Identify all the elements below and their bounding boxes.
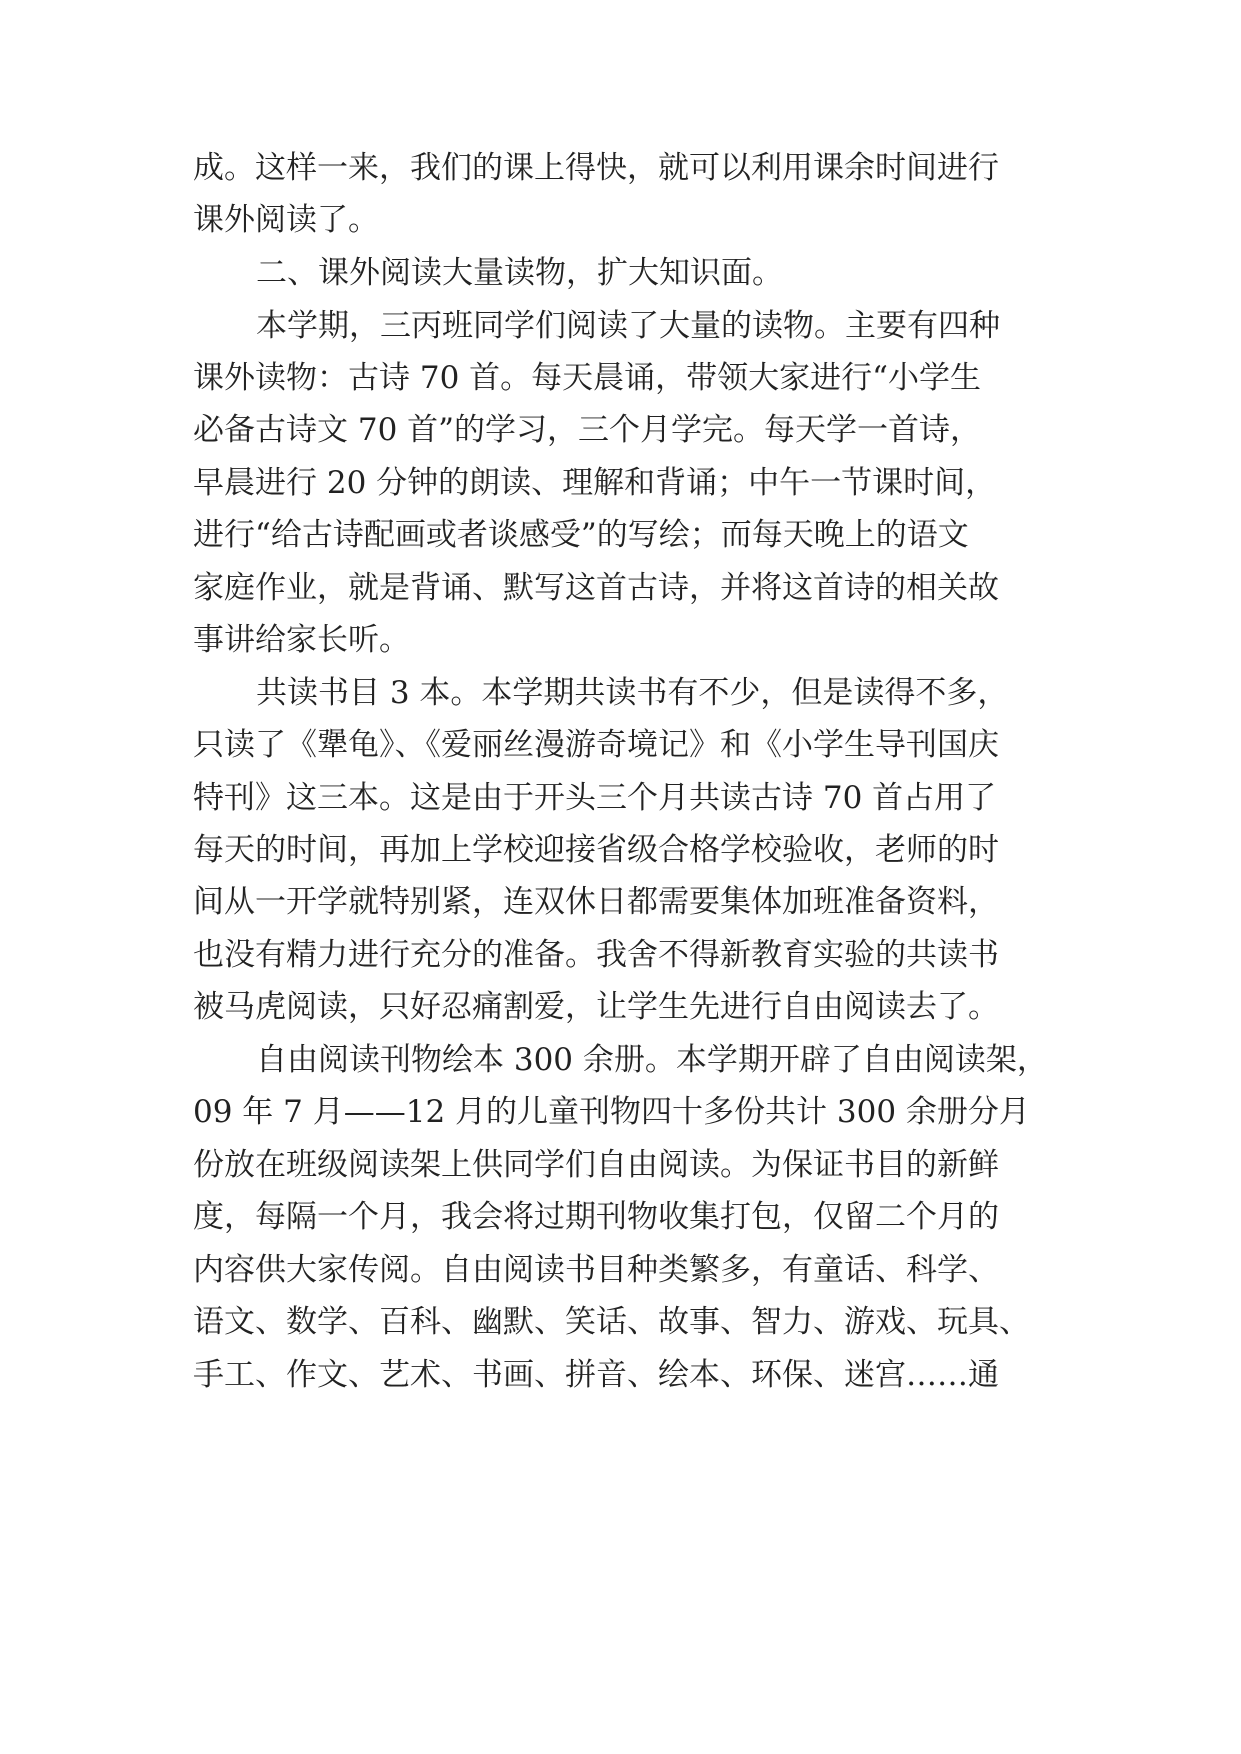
text-line: 也没有精力进行充分的准备。我舍不得新教育实验的共读书 [193, 937, 999, 973]
text-line: 早晨进行 20 分钟的朗读、理解和背诵；中午一节课时间， [193, 465, 997, 501]
text-line: 被马虎阅读，只好忍痛割爱，让学生先进行自由阅读去了。 [193, 989, 999, 1025]
text-line: 自由阅读刊物绘本 300 余册。本学期开辟了自由阅读架， [256, 1042, 1048, 1078]
text-line: 必备古诗文 70 首”的学习，三个月学完。每天学一首诗， [193, 412, 981, 448]
text-line: 只读了《犟龟》、《爱丽丝漫游奇境记》和《小学生导刊国庆 [193, 727, 999, 763]
text-line: 事讲给家长听。 [193, 622, 410, 658]
text-line: 家庭作业，就是背诵、默写这首古诗，并将这首诗的相关故 [193, 570, 999, 606]
text-line: 语文、数学、百科、幽默、笑话、故事、智力、游戏、玩具、 [193, 1304, 1030, 1340]
text-line: 09 年 7 月——12 月的儿童刊物四十多份共计 300 余册分月 [193, 1094, 1030, 1130]
text-line: 共读书目 3 本。本学期共读书有不少，但是读得不多， [256, 675, 1009, 711]
text-line: 成。这样一来，我们的课上得快，就可以利用课余时间进行 [193, 150, 999, 186]
section-heading: 二、课外阅读大量读物，扩大知识面。 [256, 255, 783, 291]
text-line: 课外读物：古诗 70 首。每天晨诵，带领大家进行“小学生 [193, 360, 981, 396]
text-line: 间从一开学就特别紧，连双休日都需要集体加班准备资料， [193, 884, 999, 920]
text-line: 进行“给古诗配画或者谈感受”的写绘；而每天晚上的语文 [193, 517, 969, 553]
text-line: 课外阅读了。 [193, 202, 379, 238]
text-line: 特刊》这三本。这是由于开头三个月共读古诗 70 首占用了 [193, 780, 997, 816]
text-line: 度，每隔一个月，我会将过期刊物收集打包，仅留二个月的 [193, 1199, 999, 1235]
text-line: 本学期，三丙班同学们阅读了大量的读物。主要有四种 [256, 308, 1000, 344]
text-line: 份放在班级阅读架上供同学们自由阅读。为保证书目的新鲜 [193, 1147, 999, 1183]
text-line: 每天的时间，再加上学校迎接省级合格学校验收，老师的时 [193, 832, 999, 868]
text-line: 内容供大家传阅。自由阅读书目种类繁多，有童话、科学、 [193, 1252, 999, 1288]
text-line: 手工、作文、艺术、书画、拼音、绘本、环保、迷宫……通 [193, 1357, 999, 1393]
